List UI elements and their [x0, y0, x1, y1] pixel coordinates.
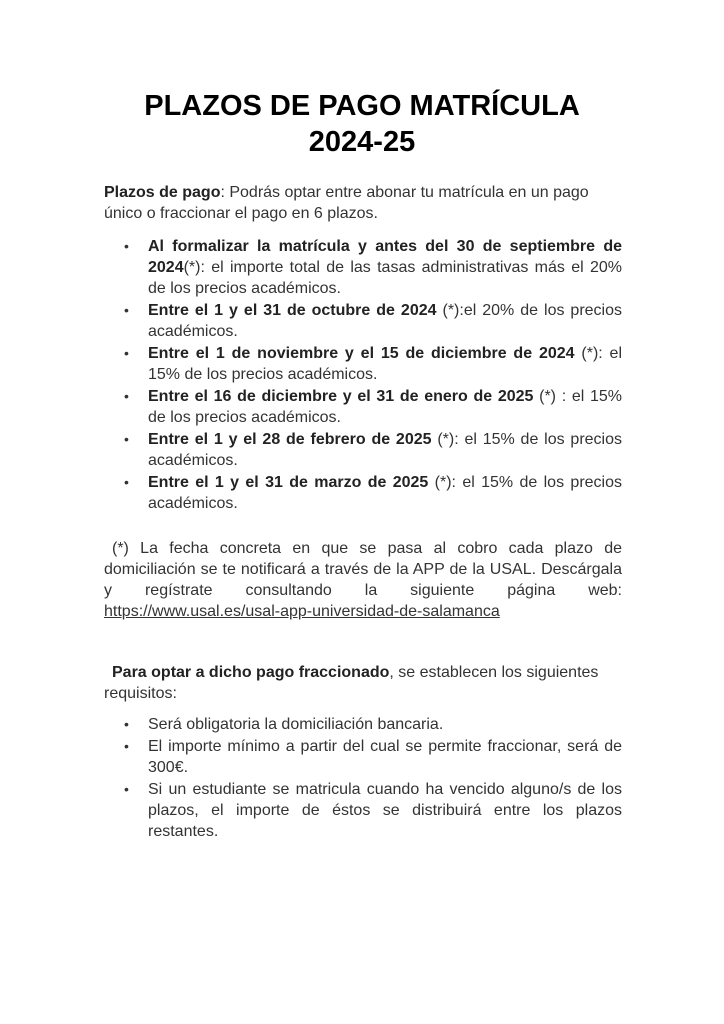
- requirement-text: Si un estudiante se matricula cuando ha vencido alguno/s de los plazos, el importe de éstos se distribuirá entre los plazos restantes.: [148, 781, 622, 840]
- deadline-text: (*): el 15% de los precios académicos.: [148, 431, 622, 469]
- bullet-icon: •: [124, 716, 129, 732]
- bullet-icon: •: [124, 345, 129, 361]
- footnote-paragraph: [104, 538, 622, 622]
- deadline-label: Entre el 1 y el 31 de octubre de 2024: [148, 302, 437, 319]
- requirements-intro: [104, 662, 622, 704]
- deadline-label: Entre el 1 y el 28 de febrero de 2025: [148, 431, 432, 448]
- deadline-text: (*): el 15% de los precios académicos.: [148, 345, 623, 383]
- requirements-label: Para optar a dicho pago fraccionado: [112, 664, 390, 681]
- payment-schedule-list: [104, 236, 622, 515]
- list-item: [104, 300, 622, 342]
- deadline-text: (*): el 15% de los precios académicos.: [148, 474, 622, 512]
- footnote-text: (*) La fecha concreta en que se pasa al cobro cada plazo de domiciliación se te notificará a través de la APP de la USAL. Descárgala y regístrate consultando la siguiente página web:: [104, 540, 622, 599]
- bullet-icon: •: [124, 781, 129, 797]
- requirements-text: , se establecen los siguientes requisitos:: [104, 664, 599, 702]
- list-item: [104, 343, 622, 385]
- deadline-text: (*) : el 15% de los precios académicos.: [148, 388, 622, 426]
- bullet-icon: •: [124, 238, 129, 254]
- intro-label: Plazos de pago: [104, 184, 221, 201]
- intro-text: : Podrás optar entre abonar tu matrícula en un pago único o fraccionar el pago en 6 plazos.: [104, 184, 589, 222]
- list-item: [104, 429, 622, 471]
- list-item: [104, 779, 622, 842]
- list-item: [104, 236, 622, 299]
- requirements-list: [104, 714, 622, 843]
- bullet-icon: •: [124, 738, 129, 754]
- deadline-label: Al formalizar la matrícula y antes del 30 de septiembre de 2024: [148, 238, 622, 276]
- deadline-label: Entre el 1 de noviembre y el 15 de diciembre de 2024: [148, 345, 575, 362]
- requirement-text: El importe mínimo a partir del cual se permite fraccionar, será de 300€.: [148, 738, 622, 776]
- list-item: [104, 736, 622, 778]
- bullet-icon: •: [124, 474, 129, 490]
- title-line-1: PLAZOS DE PAGO MATRÍCULA: [144, 90, 580, 122]
- list-item: [104, 386, 622, 428]
- list-item: [104, 472, 622, 514]
- deadline-label: Entre el 16 de diciembre y el 31 de enero de 2025: [148, 388, 534, 405]
- bullet-icon: •: [124, 431, 129, 447]
- deadline-text: (*): el importe total de las tasas administrativas más el 20% de los precios académicos.: [148, 259, 622, 297]
- usal-app-link[interactable]: https://www.usal.es/usal-app-universidad-de-salamanca: [104, 603, 500, 620]
- bullet-icon: •: [124, 388, 129, 404]
- bullet-icon: •: [124, 302, 129, 318]
- requirement-text: Será obligatoria la domiciliación bancaria.: [148, 716, 444, 733]
- deadline-label: Entre el 1 y el 31 de marzo de 2025: [148, 474, 429, 491]
- intro-paragraph: [104, 182, 622, 224]
- list-item: [104, 714, 622, 735]
- page-title: [0, 88, 724, 160]
- deadline-text: (*):el 20% de los precios académicos.: [148, 302, 623, 340]
- title-line-2: 2024-25: [308, 126, 416, 158]
